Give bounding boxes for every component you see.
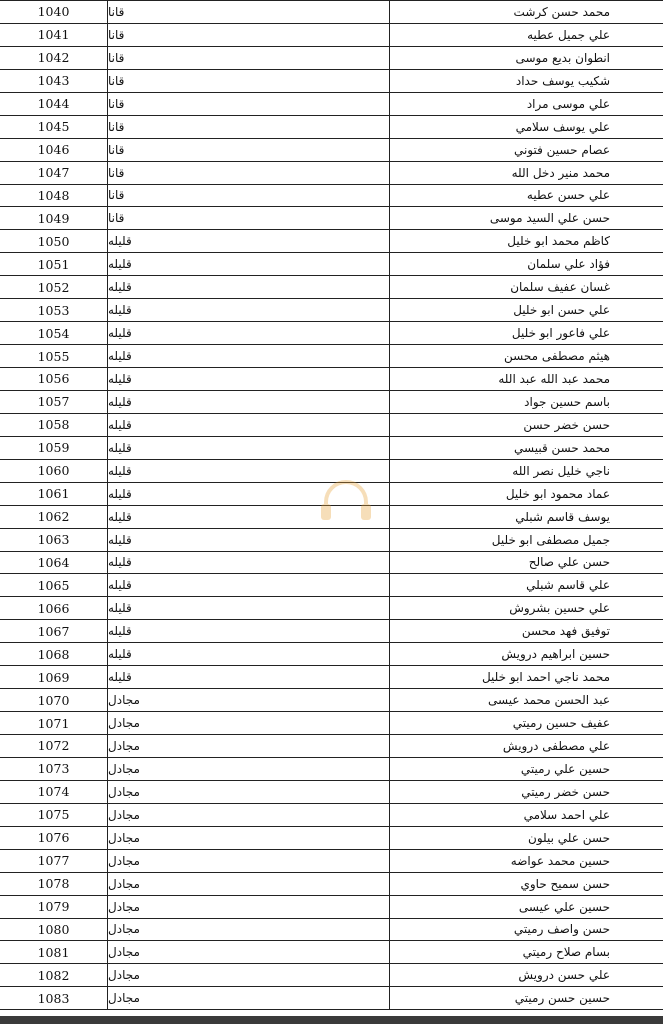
row-town: قليله <box>108 322 390 344</box>
row-name: محمد حسن كرشت <box>513 4 610 19</box>
row-name: عماد محمود ابو خليل <box>505 486 610 501</box>
row-name: علي حسن عطيه <box>526 188 610 203</box>
row-number: 1081 <box>0 941 108 963</box>
table-row <box>0 850 663 873</box>
row-town: مجادل <box>108 827 390 849</box>
table-row <box>0 529 663 552</box>
row-number: 1049 <box>0 207 108 229</box>
table-row <box>0 873 663 896</box>
row-number: 1061 <box>0 483 108 505</box>
row-town: مجادل <box>108 987 390 1009</box>
row-town: مجادل <box>108 896 390 918</box>
table-row <box>0 437 663 460</box>
row-name: حسن علي السيد موسى <box>489 211 610 226</box>
row-number: 1079 <box>0 896 108 918</box>
table-row <box>0 987 663 1010</box>
row-number: 1067 <box>0 620 108 642</box>
row-town: قليله <box>108 414 390 436</box>
table-row <box>0 896 663 919</box>
table-row <box>0 712 663 735</box>
row-town: مجادل <box>108 804 390 826</box>
row-number: 1040 <box>0 1 108 23</box>
row-town: قانا <box>108 47 390 69</box>
row-number: 1054 <box>0 322 108 344</box>
row-name: محمد ناجي احمد ابو خليل <box>481 670 610 685</box>
row-name: حسين علي رميتي <box>520 761 610 776</box>
row-name: حسن خضر حسن <box>523 417 610 432</box>
row-town: قانا <box>108 1 390 23</box>
row-town: قليله <box>108 552 390 574</box>
row-town: قليله <box>108 230 390 252</box>
row-town: قانا <box>108 139 390 161</box>
row-name: ناجي خليل نصر الله <box>512 463 610 478</box>
table-row <box>0 230 663 253</box>
row-name: عفيف حسين رميتي <box>512 716 610 731</box>
row-name: محمد عبد الله عبد الله <box>498 371 610 386</box>
row-name: علي موسى مراد <box>526 96 610 111</box>
row-name: حسن خضر رميتي <box>521 784 610 799</box>
row-town: قليله <box>108 460 390 482</box>
table-row <box>0 116 663 139</box>
table-row <box>0 70 663 93</box>
row-town: قليله <box>108 666 390 688</box>
row-number: 1046 <box>0 139 108 161</box>
row-name: حسن علي صالح <box>528 555 610 570</box>
row-name: علي فاعور ابو خليل <box>511 326 610 341</box>
row-town: قليله <box>108 299 390 321</box>
table-row <box>0 414 663 437</box>
row-town: مجادل <box>108 781 390 803</box>
row-number: 1051 <box>0 253 108 275</box>
row-number: 1078 <box>0 873 108 895</box>
row-town: قليله <box>108 437 390 459</box>
row-name: حسن سميح حاوي <box>520 876 610 891</box>
row-town: مجادل <box>108 850 390 872</box>
row-name: علي يوسف سلامي <box>515 119 610 134</box>
row-number: 1068 <box>0 643 108 665</box>
row-town: قليله <box>108 276 390 298</box>
row-town: قليله <box>108 529 390 551</box>
row-name: علي احمد سلامي <box>523 807 610 822</box>
row-number: 1065 <box>0 574 108 596</box>
row-name: جميل مصطفى ابو خليل <box>491 532 610 547</box>
row-number: 1071 <box>0 712 108 734</box>
row-name: هيثم مصطفى محسن <box>504 349 610 364</box>
row-name: كاظم محمد ابو خليل <box>507 234 610 249</box>
row-number: 1048 <box>0 185 108 207</box>
table-row <box>0 666 663 689</box>
row-number: 1059 <box>0 437 108 459</box>
row-number: 1083 <box>0 987 108 1009</box>
row-town: قليله <box>108 597 390 619</box>
row-town: قانا <box>108 207 390 229</box>
bottom-edge-bar <box>0 1016 663 1024</box>
row-number: 1070 <box>0 689 108 711</box>
row-town: مجادل <box>108 919 390 941</box>
row-name: انطوان بديع موسى <box>515 50 610 65</box>
row-number: 1082 <box>0 964 108 986</box>
row-town: مجادل <box>108 735 390 757</box>
row-name: حسين علي عيسى <box>518 899 610 914</box>
table-row <box>0 941 663 964</box>
row-name: علي حسن درويش <box>518 968 610 983</box>
row-number: 1058 <box>0 414 108 436</box>
table-row <box>0 506 663 529</box>
table-row <box>0 1 663 24</box>
row-name: محمد منير دخل الله <box>511 165 610 180</box>
row-name: غسان عفيف سلمان <box>510 280 610 295</box>
table-row <box>0 483 663 506</box>
table-row <box>0 276 663 299</box>
row-town: قليله <box>108 368 390 390</box>
table-row <box>0 919 663 942</box>
row-number: 1052 <box>0 276 108 298</box>
row-name: حسين محمد عواضه <box>510 853 610 868</box>
row-town: مجادل <box>108 758 390 780</box>
row-name: حسن علي بيلون <box>528 830 610 845</box>
table-row <box>0 207 663 230</box>
row-name: محمد حسن قبيسي <box>514 440 610 455</box>
table-row <box>0 597 663 620</box>
row-town: قليله <box>108 391 390 413</box>
table-row <box>0 804 663 827</box>
table-row <box>0 735 663 758</box>
table-row <box>0 185 663 208</box>
row-number: 1076 <box>0 827 108 849</box>
row-number: 1043 <box>0 70 108 92</box>
row-town: قليله <box>108 506 390 528</box>
table-row <box>0 689 663 712</box>
row-name: شكيب يوسف حداد <box>515 73 610 88</box>
row-number: 1063 <box>0 529 108 551</box>
row-number: 1050 <box>0 230 108 252</box>
table-row <box>0 368 663 391</box>
row-town: قليله <box>108 345 390 367</box>
table-row <box>0 552 663 575</box>
row-name: فؤاد علي سلمان <box>527 257 610 272</box>
table-row <box>0 460 663 483</box>
table-row <box>0 758 663 781</box>
table-row <box>0 345 663 368</box>
row-name: علي مصطفى درويش <box>502 738 610 753</box>
row-town: قانا <box>108 116 390 138</box>
row-town: قليله <box>108 643 390 665</box>
row-town: قانا <box>108 24 390 46</box>
table-row <box>0 827 663 850</box>
row-name: بسام صلاح رميتي <box>522 945 610 960</box>
row-town: قليله <box>108 620 390 642</box>
table-row <box>0 299 663 322</box>
row-name: حسين ابراهيم درويش <box>501 647 610 662</box>
table-row <box>0 964 663 987</box>
row-town: مجادل <box>108 873 390 895</box>
table-row <box>0 93 663 116</box>
row-town: مجادل <box>108 689 390 711</box>
row-town: قانا <box>108 162 390 184</box>
row-name: حسن واصف رميتي <box>513 922 610 937</box>
table-row <box>0 574 663 597</box>
row-town: قليله <box>108 574 390 596</box>
row-number: 1069 <box>0 666 108 688</box>
row-number: 1074 <box>0 781 108 803</box>
table-row <box>0 24 663 47</box>
row-town: مجادل <box>108 712 390 734</box>
row-town: مجادل <box>108 964 390 986</box>
row-name: عبد الحسن محمد عيسى <box>488 693 610 708</box>
row-town: قانا <box>108 185 390 207</box>
table-row <box>0 643 663 666</box>
row-name: علي حسين بشروش <box>509 601 610 616</box>
row-name: باسم حسين جواد <box>524 394 610 409</box>
table-row <box>0 781 663 804</box>
row-name: علي حسن ابو خليل <box>513 303 610 318</box>
row-town: قليله <box>108 483 390 505</box>
row-number: 1053 <box>0 299 108 321</box>
table-row <box>0 253 663 276</box>
row-number: 1045 <box>0 116 108 138</box>
row-number: 1062 <box>0 506 108 528</box>
table-row <box>0 620 663 643</box>
row-name: علي قاسم شبلي <box>526 578 610 593</box>
row-name: علي جميل عطيه <box>527 27 610 42</box>
row-number: 1041 <box>0 24 108 46</box>
row-number: 1072 <box>0 735 108 757</box>
row-town: مجادل <box>108 941 390 963</box>
row-town: قانا <box>108 70 390 92</box>
row-number: 1044 <box>0 93 108 115</box>
row-name: عصام حسين فتوني <box>513 142 610 157</box>
row-number: 1073 <box>0 758 108 780</box>
row-number: 1042 <box>0 47 108 69</box>
row-number: 1077 <box>0 850 108 872</box>
row-number: 1057 <box>0 391 108 413</box>
table-row <box>0 322 663 345</box>
row-name: توفيق فهد محسن <box>521 624 610 639</box>
row-number: 1064 <box>0 552 108 574</box>
row-number: 1055 <box>0 345 108 367</box>
row-name: حسين حسن رميتي <box>514 991 610 1006</box>
table-row <box>0 162 663 185</box>
row-town: قانا <box>108 93 390 115</box>
row-town: قليله <box>108 253 390 275</box>
row-number: 1060 <box>0 460 108 482</box>
row-name: يوسف قاسم شبلي <box>515 509 610 524</box>
row-number: 1047 <box>0 162 108 184</box>
table-row <box>0 47 663 70</box>
row-number: 1066 <box>0 597 108 619</box>
row-number: 1075 <box>0 804 108 826</box>
row-number: 1056 <box>0 368 108 390</box>
table-row <box>0 391 663 414</box>
table-row <box>0 139 663 162</box>
row-number: 1080 <box>0 919 108 941</box>
